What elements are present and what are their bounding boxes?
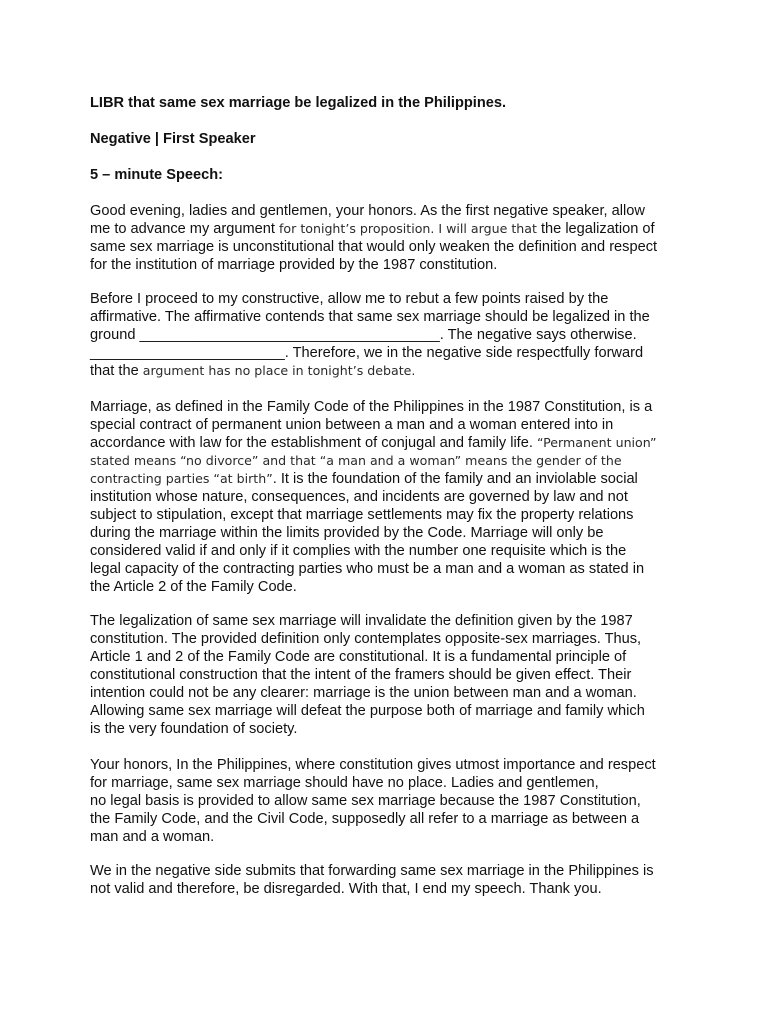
text-run: special contract of permanent union between a man and a woman entered into in (90, 417, 614, 433)
text-run: stated means “no divorce” and that “a man and a woman” means the gender of the (90, 453, 622, 468)
text-line (90, 560, 680, 578)
text-line (90, 362, 680, 380)
text-run: the Article 2 of the Family Code. (90, 579, 297, 595)
text-run: ________________________. Therefore, we in the negative side respectfully forward (90, 345, 644, 361)
text-line (90, 612, 680, 630)
text-run: considered valid if and only if it complies with the number one requisite which is the (90, 543, 627, 559)
text-run: man and a woman. (90, 829, 215, 845)
text-line (90, 470, 680, 488)
paragraph-rebuttal (90, 290, 680, 380)
text-line (90, 630, 680, 648)
text-run: for the institution of marriage provided by the 1987 constitution. (90, 257, 498, 273)
paragraph-definition (90, 398, 680, 596)
text-line (90, 702, 680, 720)
text-run: legal capacity of the contracting parties who must be a man and a woman as stated in (90, 561, 645, 577)
text-run: . It is the foundation of the family and an inviolable social (272, 471, 638, 487)
text-line (90, 774, 680, 792)
text-line (90, 578, 680, 596)
text-line (90, 434, 680, 452)
text-line (90, 648, 680, 666)
text-run: same sex marriage is unconstitutional that would only weaken the definition and respect (90, 239, 658, 255)
text-line (90, 542, 680, 560)
text-run: during the marriage within the limits provided by the Code. Marriage will only be (90, 525, 604, 541)
paragraph-conclusion (90, 862, 680, 898)
text-line (90, 452, 680, 470)
text-line (90, 238, 680, 256)
text-line (90, 416, 680, 434)
text-run: for marriage, same sex marriage should have no place. Ladies and gentlemen, (90, 775, 599, 791)
text-line (90, 308, 680, 326)
text-line (90, 220, 680, 238)
text-run: me to advance my argument (90, 221, 279, 237)
text-run: Before I proceed to my constructive, allow me to rebut a few points raised by the (90, 291, 609, 307)
text-line (90, 290, 680, 308)
text-line (90, 202, 680, 220)
text-line (90, 666, 680, 684)
text-run: contracting parties “at birth” (90, 471, 273, 486)
text-line (90, 256, 680, 274)
paragraph-intro (90, 202, 680, 274)
text-line (90, 506, 680, 524)
text-run: Your honors, In the Philippines, where constitution gives utmost importance and respect (90, 757, 656, 773)
text-run: the legalization of (536, 221, 655, 237)
text-run: affirmative. The affirmative contends that same sex marriage should be legalized in the (90, 309, 650, 325)
text-run: Good evening, ladies and gentlemen, your honors. As the first negative speaker, allow (90, 203, 645, 219)
text-run: argument has no place in tonight’s debate. (142, 363, 416, 378)
paragraph-legalization (90, 612, 680, 738)
text-run: institution whose nature, consequences, and incidents are governed by law and not (90, 489, 628, 505)
document-title: LIBR that same sex marriage be legalized in the Philippines. (90, 95, 507, 111)
text-line (90, 756, 680, 774)
text-run: Allowing same sex marriage will defeat the purpose both of marriage and family which (90, 703, 645, 719)
text-line (90, 792, 680, 810)
text-run: Marriage, as defined in the Family Code of the Philippines in the 1987 Constitution, is a (90, 399, 653, 415)
text-line (90, 398, 680, 416)
text-run: accordance with law for the establishment of conjugal and family life. (90, 435, 537, 451)
text-line (90, 880, 680, 898)
text-line (90, 488, 680, 506)
text-run: intention could not be any clearer: marriage is the union between man and a woman. (90, 685, 637, 701)
text-run: no legal basis is provided to allow same sex marriage because the 1987 Constitution, (90, 793, 641, 809)
text-line (90, 684, 680, 702)
text-run: constitution. The provided definition only contemplates opposite-sex marriages. Thus, (90, 631, 642, 647)
paragraph-closing-argument (90, 756, 680, 846)
text-run: “Permanent union” (536, 435, 657, 450)
text-line (90, 326, 680, 344)
text-run: the Family Code, and the Civil Code, supposedly all refer to a marriage as between a (90, 811, 640, 827)
text-line (90, 828, 680, 846)
speaker-role: Negative | First Speaker (90, 131, 256, 147)
text-run: for tonight’s proposition. I will argue that (279, 221, 537, 236)
text-line (90, 720, 680, 738)
text-line (90, 862, 680, 880)
text-run: We in the negative side submits that forwarding same sex marriage in the Philippines is (90, 863, 654, 879)
text-run: not valid and therefore, be disregarded. With that, I end my speech. Thank you. (90, 881, 602, 897)
text-run: subject to stipulation, except that marriage settlements may fix the property relations (90, 507, 634, 523)
text-run: ground _____________________________________. The negative says otherwise. (90, 327, 637, 343)
text-line (90, 810, 680, 828)
text-run: is the very foundation of society. (90, 721, 298, 737)
text-run: Article 1 and 2 of the Family Code are constitutional. It is a fundamental principle of (90, 649, 627, 665)
text-line (90, 344, 680, 362)
text-run: that the (90, 363, 143, 379)
text-line (90, 524, 680, 542)
speech-type: 5 – minute Speech: (90, 167, 224, 183)
text-run: constitutional construction that the intent of the framers should be given effect. Their (90, 667, 632, 683)
text-run: The legalization of same sex marriage will invalidate the definition given by the 1987 (90, 613, 633, 629)
